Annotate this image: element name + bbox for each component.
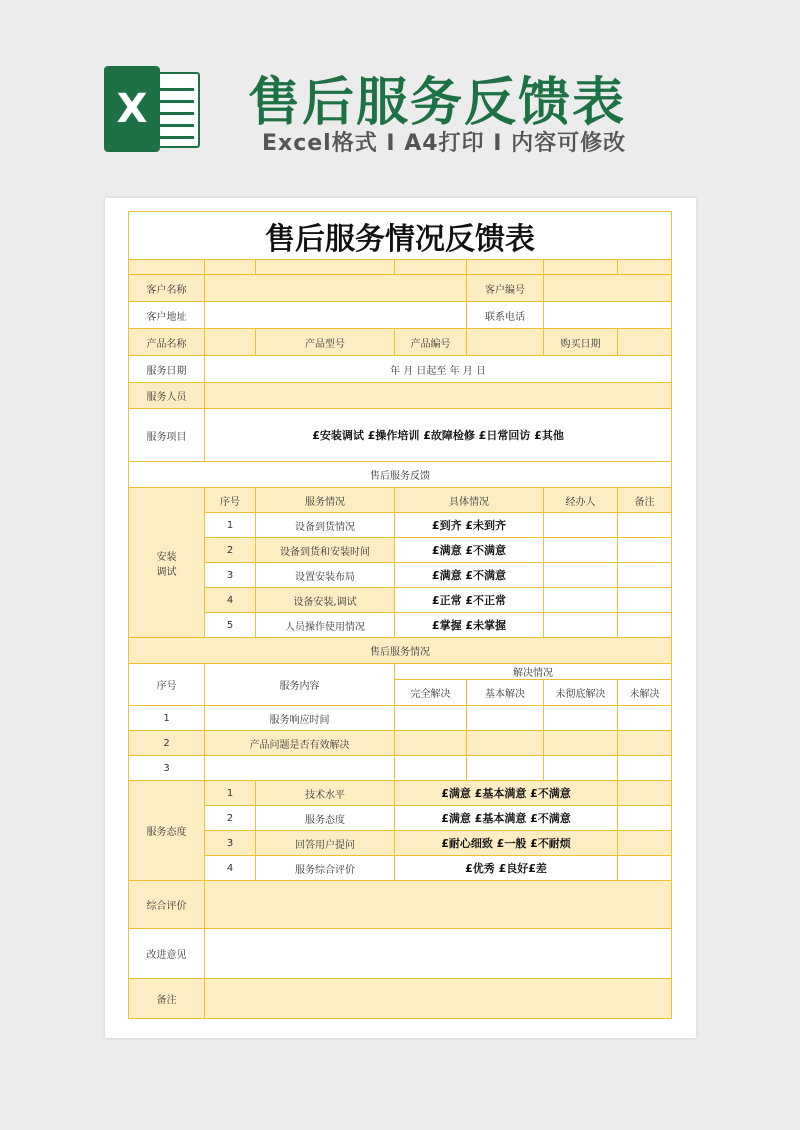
install-row-detail[interactable]: £满意 £不满意: [395, 538, 544, 563]
purchase-date-label: 购买日期: [544, 329, 618, 356]
customer-address-field[interactable]: [205, 302, 467, 329]
attitude-row-note[interactable]: [618, 831, 672, 856]
spacer-cell: [618, 260, 672, 275]
attitude-row-detail[interactable]: £优秀 £良好£差: [395, 856, 618, 881]
res-none-header: 未解决: [618, 680, 672, 706]
install-row-item: 设备到货和安装时间: [256, 538, 395, 563]
spacer-cell: [205, 260, 256, 275]
attitude-row-no: 1: [205, 781, 256, 806]
attitude-row-no: 2: [205, 806, 256, 831]
res-cell[interactable]: [544, 731, 618, 756]
attitude-group-label: 服务态度: [129, 781, 205, 881]
col-situation-header: 服务情况: [256, 488, 395, 513]
install-row-detail[interactable]: £满意 £不满意: [395, 563, 544, 588]
overall-eval-label: 综合评价: [129, 881, 205, 929]
install-row-detail[interactable]: £到齐 £未到齐: [395, 513, 544, 538]
purchase-date-field[interactable]: [618, 329, 672, 356]
install-row-no: 1: [205, 513, 256, 538]
install-row-handler[interactable]: [544, 563, 618, 588]
service-row-item: 产品问题是否有效解决: [205, 731, 395, 756]
customer-name-label: 客户名称: [129, 275, 205, 302]
spacer-cell: [467, 260, 544, 275]
attitude-row-item: 服务态度: [256, 806, 395, 831]
col-resolution-header: 解决情况: [395, 664, 672, 680]
customer-no-label: 客户编号: [467, 275, 544, 302]
install-row-detail[interactable]: £正常 £不正常: [395, 588, 544, 613]
improvement-label: 改进意见: [129, 929, 205, 979]
install-row-handler[interactable]: [544, 513, 618, 538]
overall-eval-field[interactable]: [205, 881, 672, 929]
res-cell[interactable]: [544, 756, 618, 781]
remarks-label: 备注: [129, 979, 205, 1019]
service-items-label: 服务项目: [129, 409, 205, 462]
install-row-no: 5: [205, 613, 256, 638]
res-cell[interactable]: [467, 706, 544, 731]
spacer-cell: [129, 260, 205, 275]
spacer-cell: [395, 260, 467, 275]
install-row-note[interactable]: [618, 563, 672, 588]
improvement-field[interactable]: [205, 929, 672, 979]
attitude-row-no: 4: [205, 856, 256, 881]
product-no-label: 产品编号: [395, 329, 467, 356]
attitude-row-item: 服务综合评价: [256, 856, 395, 881]
install-row-note[interactable]: [618, 588, 672, 613]
customer-name-field[interactable]: [205, 275, 467, 302]
col-no-header: 序号: [129, 664, 205, 706]
install-row-item: 设置安装布局: [256, 563, 395, 588]
install-row-item: 人员操作使用情况: [256, 613, 395, 638]
install-row-item: 设备到货情况: [256, 513, 395, 538]
install-row-detail[interactable]: £掌握 £未掌握: [395, 613, 544, 638]
customer-address-label: 客户地址: [129, 302, 205, 329]
res-cell[interactable]: [467, 756, 544, 781]
service-row-no: 2: [129, 731, 205, 756]
attitude-row-detail[interactable]: £满意 £基本满意 £不满意: [395, 806, 618, 831]
excel-logo-letter: X: [104, 66, 160, 152]
attitude-row-detail[interactable]: £耐心细致 £一般 £不耐烦: [395, 831, 618, 856]
install-row-handler[interactable]: [544, 588, 618, 613]
attitude-row-no: 3: [205, 831, 256, 856]
col-detail-header: 具体情况: [395, 488, 544, 513]
form-title: 售后服务情况反馈表: [129, 212, 672, 260]
service-section-header: 售后服务情况: [129, 638, 672, 664]
attitude-row-item: 技术水平: [256, 781, 395, 806]
product-no-field[interactable]: [467, 329, 544, 356]
install-row-note[interactable]: [618, 613, 672, 638]
install-row-no: 2: [205, 538, 256, 563]
attitude-row-note[interactable]: [618, 856, 672, 881]
install-row-handler[interactable]: [544, 538, 618, 563]
res-cell[interactable]: [395, 756, 467, 781]
res-cell[interactable]: [395, 706, 467, 731]
attitude-row-detail[interactable]: £满意 £基本满意 £不满意: [395, 781, 618, 806]
banner-title: 售后服务反馈表: [248, 73, 627, 133]
feedback-form-table: [128, 211, 672, 1019]
col-content-header: 服务内容: [205, 664, 395, 706]
install-row-item: 设备安装,调试: [256, 588, 395, 613]
contact-phone-field[interactable]: [544, 302, 672, 329]
product-name-label: 产品名称: [129, 329, 205, 356]
feedback-section-header: 售后服务反馈: [129, 462, 672, 488]
res-basic-header: 基本解决: [467, 680, 544, 706]
spacer-cell: [256, 260, 395, 275]
res-cell[interactable]: [618, 706, 672, 731]
res-cell[interactable]: [467, 731, 544, 756]
install-row-handler[interactable]: [544, 613, 618, 638]
attitude-row-note[interactable]: [618, 781, 672, 806]
attitude-row-note[interactable]: [618, 806, 672, 831]
service-row-item: [205, 756, 395, 781]
customer-no-field[interactable]: [544, 275, 672, 302]
res-cell[interactable]: [544, 706, 618, 731]
contact-phone-label: 联系电话: [467, 302, 544, 329]
res-cell[interactable]: [395, 731, 467, 756]
service-date-label: 服务日期: [129, 356, 205, 383]
attitude-row-item: 回答用户提问: [256, 831, 395, 856]
service-date-field[interactable]: 年 月 日起至 年 月 日: [205, 356, 672, 383]
banner-subtitle: Excel格式 I A4打印 I 内容可修改: [262, 131, 627, 156]
res-partial-header: 未彻底解决: [544, 680, 618, 706]
remarks-field[interactable]: [205, 979, 672, 1019]
col-no-header: 序号: [205, 488, 256, 513]
service-items-options[interactable]: £安装调试 £操作培训 £故障检修 £日常回访 £其他: [205, 409, 672, 462]
res-cell[interactable]: [618, 756, 672, 781]
install-group-label: 安装 调试: [129, 488, 205, 638]
excel-logo-icon: [104, 66, 202, 152]
service-row-no: 1: [129, 706, 205, 731]
install-row-note[interactable]: [618, 538, 672, 563]
install-row-no: 4: [205, 588, 256, 613]
banner: [0, 0, 800, 190]
col-note-header: 备注: [618, 488, 672, 513]
product-name-field[interactable]: [205, 329, 256, 356]
product-model-label: 产品型号: [256, 329, 395, 356]
service-row-no: 3: [129, 756, 205, 781]
install-row-no: 3: [205, 563, 256, 588]
service-staff-field[interactable]: [205, 383, 672, 409]
col-handler-header: 经办人: [544, 488, 618, 513]
service-row-item: 服务响应时间: [205, 706, 395, 731]
res-full-header: 完全解决: [395, 680, 467, 706]
service-staff-label: 服务人员: [129, 383, 205, 409]
spacer-cell: [544, 260, 618, 275]
install-row-note[interactable]: [618, 513, 672, 538]
res-cell[interactable]: [618, 731, 672, 756]
